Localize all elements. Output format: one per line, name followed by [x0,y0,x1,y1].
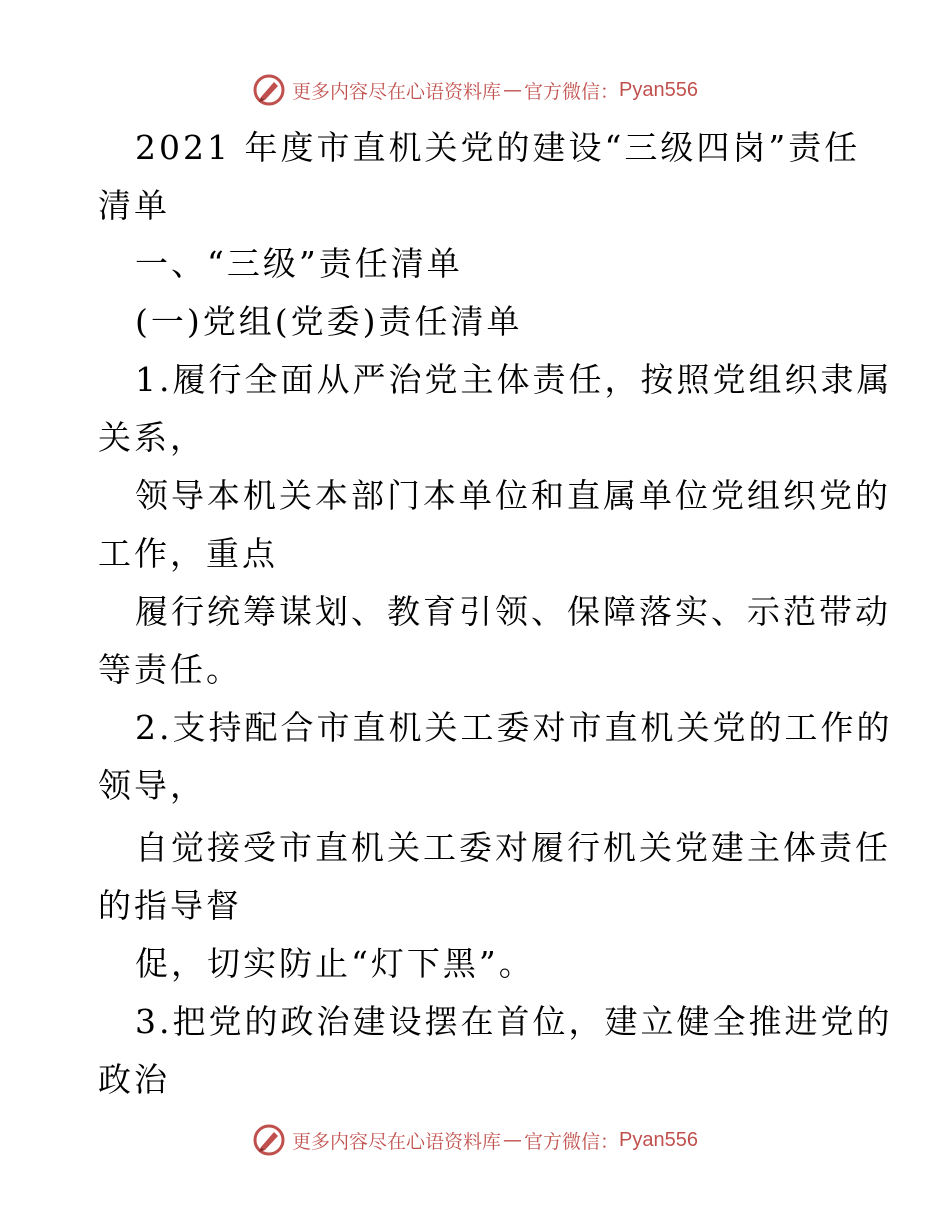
paragraph-line: 自觉接受市直机关工委对履行机关党建主体责任 [135,828,891,867]
pen-logo-icon [252,73,286,107]
watermark-site-text: 更多内容尽在心语资料库 [292,80,502,103]
paragraph-line: 的指导督 [98,886,242,925]
paragraph-line: 工作，重点 [98,534,278,573]
watermark-separator: — [503,79,523,101]
watermark-wechat-label: 官方微信： [524,1130,620,1153]
section-heading: 一、“三级”责任清单 [135,244,463,283]
footer-watermark-banner [0,1120,950,1160]
paragraph-line: 2.支持配合市直机关工委对市直机关党的工作的 [135,708,893,747]
document-title-line-1: 2021 年度市直机关党的建设“三级四岗”责任 [135,128,861,167]
paragraph-line: 领导， [98,766,206,805]
watermark-handle: Pyan556 [619,78,698,101]
paragraph-line: 促，切实防止“灯下黑”。 [135,944,535,983]
document-title-line-2: 清单 [98,186,170,225]
paragraph-line: 1.履行全面从严治党主体责任，按照党组织隶属 [135,360,893,399]
watermark-separator: — [503,1129,523,1151]
paragraph-line: 履行统筹谋划、教育引领、保障落实、示范带动 [135,592,891,631]
paragraph-line: 关系， [98,418,206,457]
paragraph-line: 领导本机关本部门本单位和直属单位党组织党的 [135,476,891,515]
header-watermark-banner [0,70,950,110]
watermark-handle: Pyan556 [619,1128,698,1151]
watermark-wechat-label: 官方微信： [524,80,620,103]
paragraph-line: 政治 [98,1060,170,1099]
subsection-heading: (一)党组(党委)责任清单 [135,302,523,341]
paragraph-line: 等责任。 [98,650,242,689]
paragraph-line: 3.把党的政治建设摆在首位，建立健全推进党的 [135,1002,893,1041]
pen-logo-icon [252,1123,286,1157]
watermark-site-text: 更多内容尽在心语资料库 [292,1130,502,1153]
